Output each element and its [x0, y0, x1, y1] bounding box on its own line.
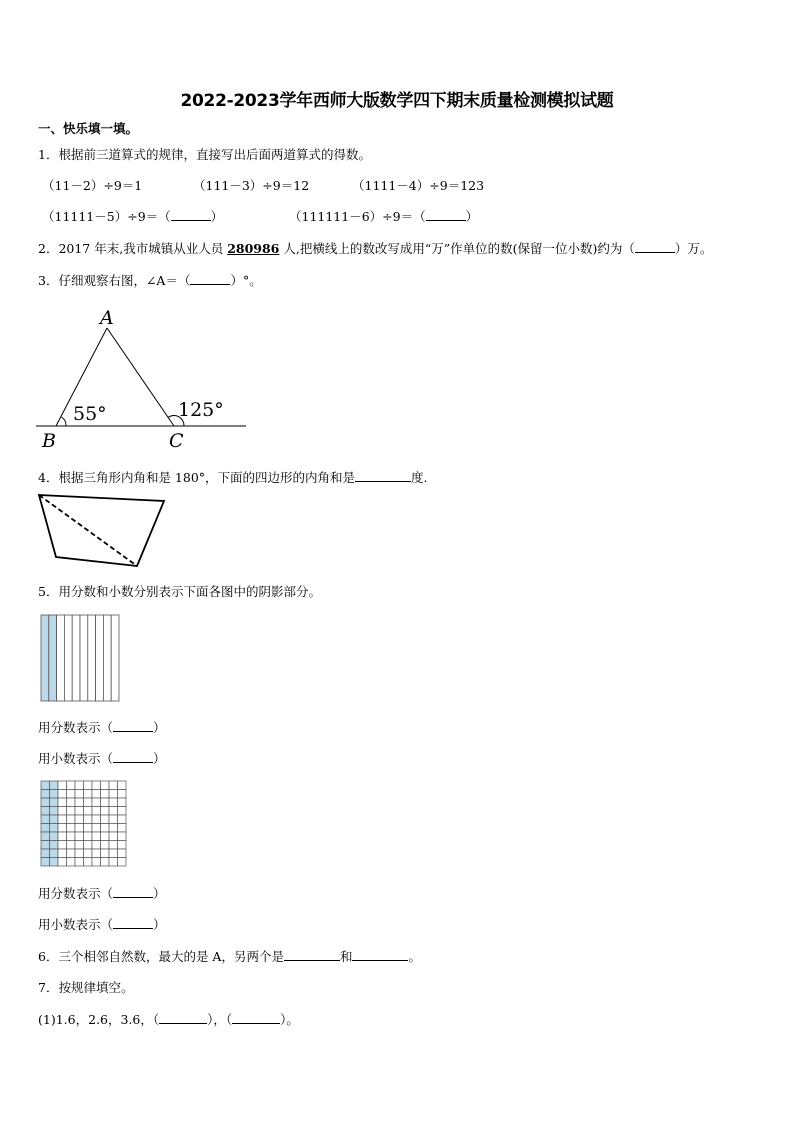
grid-cell [101, 781, 110, 790]
close-paren: ） [153, 751, 166, 766]
vertex-a-label: A [100, 307, 114, 329]
grid-cell [118, 824, 127, 833]
side-ac [107, 328, 174, 426]
shaded-cell [50, 798, 59, 807]
strip [111, 615, 119, 701]
question-1-text: 1．根据前三道算式的规律，直接写出后面两道算式的得数。 [38, 147, 371, 162]
grid-cell [58, 790, 67, 799]
decimal-prompt-1-text: 用小数表示（ [38, 751, 114, 766]
grid-cell [84, 815, 93, 824]
shaded-cell [41, 841, 50, 850]
triangle-figure [30, 300, 260, 460]
grid-cell [92, 815, 101, 824]
shaded-cell [41, 824, 50, 833]
strip-model-figure [40, 614, 122, 702]
strip [88, 615, 96, 701]
question-2-end: ）万。 [674, 241, 713, 256]
strip [96, 615, 104, 701]
grid-cell [58, 824, 67, 833]
strip [103, 615, 111, 701]
grid-cell [118, 790, 127, 799]
question-6-end: 。 [408, 949, 421, 964]
strip [64, 615, 72, 701]
grid-cell [58, 781, 67, 790]
grid-cell [84, 841, 93, 850]
grid-cell [101, 824, 110, 833]
grid-cell [92, 790, 101, 799]
shaded-cell [41, 815, 50, 824]
shaded-cell [50, 781, 59, 790]
close-paren: ） [153, 886, 166, 901]
quadrilateral-figure [36, 490, 171, 570]
grid-cell [109, 841, 118, 850]
equation-2: （111－3）÷9＝12 [193, 178, 310, 193]
grid-cell [75, 781, 84, 790]
answer-blank[interactable] [284, 947, 340, 961]
grid-cell [58, 807, 67, 816]
grid-cell [92, 841, 101, 850]
grid-cell [101, 807, 110, 816]
grid-cell [58, 849, 67, 858]
question-2-text-2: 人,把横线上的数改写成用“万”作单位的数(保留一位小数)约为（ [279, 241, 635, 256]
question-5-text: 5．用分数和小数分别表示下面各图中的阴影部分。 [38, 584, 321, 599]
strip [72, 615, 80, 701]
equation-5-close: ） [465, 209, 479, 224]
page-title: 2022-2023学年西师大版数学四下期末质量检测模拟试题 [180, 91, 614, 111]
fraction-prompt-2 [38, 884, 166, 903]
grid-cell [109, 815, 118, 824]
question-6 [38, 947, 421, 966]
question-6-text: 6．三个相邻自然数，最大的是 A，另两个是 [38, 949, 284, 964]
grid-cell [84, 790, 93, 799]
strip [57, 615, 65, 701]
grid-cell [118, 841, 127, 850]
decimal-prompt-2 [38, 915, 166, 934]
question-7-text: 7．按规律填空。 [38, 980, 134, 995]
shaded-cell [50, 849, 59, 858]
question-6-mid: 和 [339, 949, 353, 964]
underlined-number: 280986 [227, 241, 280, 256]
close-paren: ） [153, 917, 166, 932]
grid-cell [84, 781, 93, 790]
question-3-text: 3．仔细观察右图，∠A＝（ [38, 273, 191, 288]
question-4-text: 4．根据三角形内角和是 180°，下面的四边形的内角和是 [38, 470, 356, 485]
close-paren: ） [153, 720, 166, 735]
grid-cell [67, 832, 76, 841]
shaded-cell [41, 858, 50, 867]
vertex-b-label: B [42, 430, 56, 452]
answer-blank[interactable] [355, 468, 411, 482]
grid-cell [92, 849, 101, 858]
equation-4-text: （11111－5）÷9＝（ [42, 209, 171, 224]
grid-cell [67, 781, 76, 790]
angle-b-value: 55° [73, 403, 107, 425]
strip [80, 615, 88, 701]
section-heading: 一、快乐填一填。 [38, 121, 139, 136]
answer-blank[interactable] [113, 915, 153, 929]
grid-cell [101, 849, 110, 858]
grid-cell [67, 790, 76, 799]
grid-cell [67, 798, 76, 807]
grid-cell [101, 815, 110, 824]
grid-cell [118, 815, 127, 824]
grid-cell [67, 815, 76, 824]
grid-cell [67, 807, 76, 816]
equation-3: （1111－4）÷9＝123 [352, 178, 485, 193]
grid-cell [84, 798, 93, 807]
grid-cell [84, 807, 93, 816]
sequence-separator: ），（ [207, 1012, 233, 1027]
shaded-strip [41, 615, 49, 701]
equation-5-text: （111111－6）÷9＝（ [289, 209, 426, 224]
grid-cell [92, 781, 101, 790]
grid-cell [109, 798, 118, 807]
shaded-cell [50, 807, 59, 816]
decimal-prompt-1 [38, 749, 166, 768]
grid-cell [118, 798, 127, 807]
angle-b-arc [62, 417, 67, 426]
grid-cell [109, 824, 118, 833]
shaded-cell [50, 790, 59, 799]
grid-cell [118, 781, 127, 790]
shaded-cell [41, 849, 50, 858]
answer-blank[interactable] [190, 271, 230, 285]
angle-exterior-value: 125° [178, 399, 224, 421]
grid-cell [58, 798, 67, 807]
grid-cell [92, 858, 101, 867]
grid-cell [67, 841, 76, 850]
grid-cell [75, 858, 84, 867]
grid-cell [84, 832, 93, 841]
grid-cell [84, 849, 93, 858]
grid-cell [75, 798, 84, 807]
grid-cell [84, 858, 93, 867]
grid-cell [109, 790, 118, 799]
grid-cell [67, 858, 76, 867]
grid-cell [118, 807, 127, 816]
sequence-line [38, 1010, 299, 1029]
question-2 [38, 239, 712, 258]
grid-model-figure [40, 780, 128, 868]
grid-cell [92, 832, 101, 841]
answer-blank[interactable] [232, 1010, 280, 1024]
shaded-cell [41, 832, 50, 841]
grid-cell [101, 790, 110, 799]
equation-4 [42, 207, 223, 226]
shaded-cell [50, 815, 59, 824]
sequence-text: (1)1.6，2.6，3.6，（ [38, 1012, 160, 1027]
fraction-prompt-2-text: 用分数表示（ [38, 886, 114, 901]
grid-cell [109, 832, 118, 841]
grid-cell [75, 824, 84, 833]
answer-blank[interactable] [635, 239, 675, 253]
grid-cell [75, 841, 84, 850]
shaded-cell [50, 858, 59, 867]
fraction-prompt-1-text: 用分数表示（ [38, 720, 114, 735]
grid-cell [75, 807, 84, 816]
grid-cell [58, 832, 67, 841]
shaded-cell [41, 807, 50, 816]
grid-cell [75, 790, 84, 799]
question-3 [38, 271, 262, 290]
answer-blank[interactable] [171, 207, 211, 221]
grid-cell [109, 807, 118, 816]
fraction-prompt-1 [38, 718, 166, 737]
vertex-c-label: C [169, 430, 184, 452]
answer-blank[interactable] [113, 718, 153, 732]
grid-cell [58, 858, 67, 867]
sequence-end: ）。 [280, 1012, 299, 1027]
shaded-strip [49, 615, 57, 701]
grid-cell [118, 832, 127, 841]
answer-blank[interactable] [113, 749, 153, 763]
shaded-cell [50, 841, 59, 850]
shaded-cell [41, 798, 50, 807]
question-4-end: 度. [411, 470, 428, 485]
shaded-cell [50, 832, 59, 841]
equation-4-close: ） [210, 209, 224, 224]
grid-cell [75, 815, 84, 824]
grid-cell [101, 841, 110, 850]
quadrilateral-outline [39, 495, 164, 566]
equation-5 [289, 207, 478, 226]
answer-blank[interactable] [159, 1010, 207, 1024]
grid-cell [92, 807, 101, 816]
decimal-prompt-2-text: 用小数表示（ [38, 917, 114, 932]
grid-cell [101, 832, 110, 841]
grid-cell [109, 849, 118, 858]
shaded-cell [41, 781, 50, 790]
question-4 [38, 468, 428, 487]
grid-cell [67, 824, 76, 833]
grid-cell [75, 832, 84, 841]
grid-cell [58, 815, 67, 824]
grid-cell [109, 781, 118, 790]
equation-1: （11－2）÷9＝1 [42, 178, 143, 193]
grid-cell [101, 858, 110, 867]
grid-cell [92, 798, 101, 807]
grid-cell [118, 849, 127, 858]
grid-cell [67, 849, 76, 858]
shaded-cell [50, 824, 59, 833]
answer-blank[interactable] [426, 207, 466, 221]
grid-cell [75, 849, 84, 858]
answer-blank[interactable] [352, 947, 408, 961]
grid-cell [109, 858, 118, 867]
question-2-text: 2．2017 年末,我市城镇从业人员 [38, 241, 228, 256]
grid-cell [118, 858, 127, 867]
grid-cell [84, 824, 93, 833]
diagonal-dashed [39, 495, 137, 566]
grid-cell [58, 841, 67, 850]
grid-cell [92, 824, 101, 833]
shaded-cell [41, 790, 50, 799]
question-3-end: ）°。 [230, 273, 262, 288]
grid-cell [101, 798, 110, 807]
answer-blank[interactable] [113, 884, 153, 898]
